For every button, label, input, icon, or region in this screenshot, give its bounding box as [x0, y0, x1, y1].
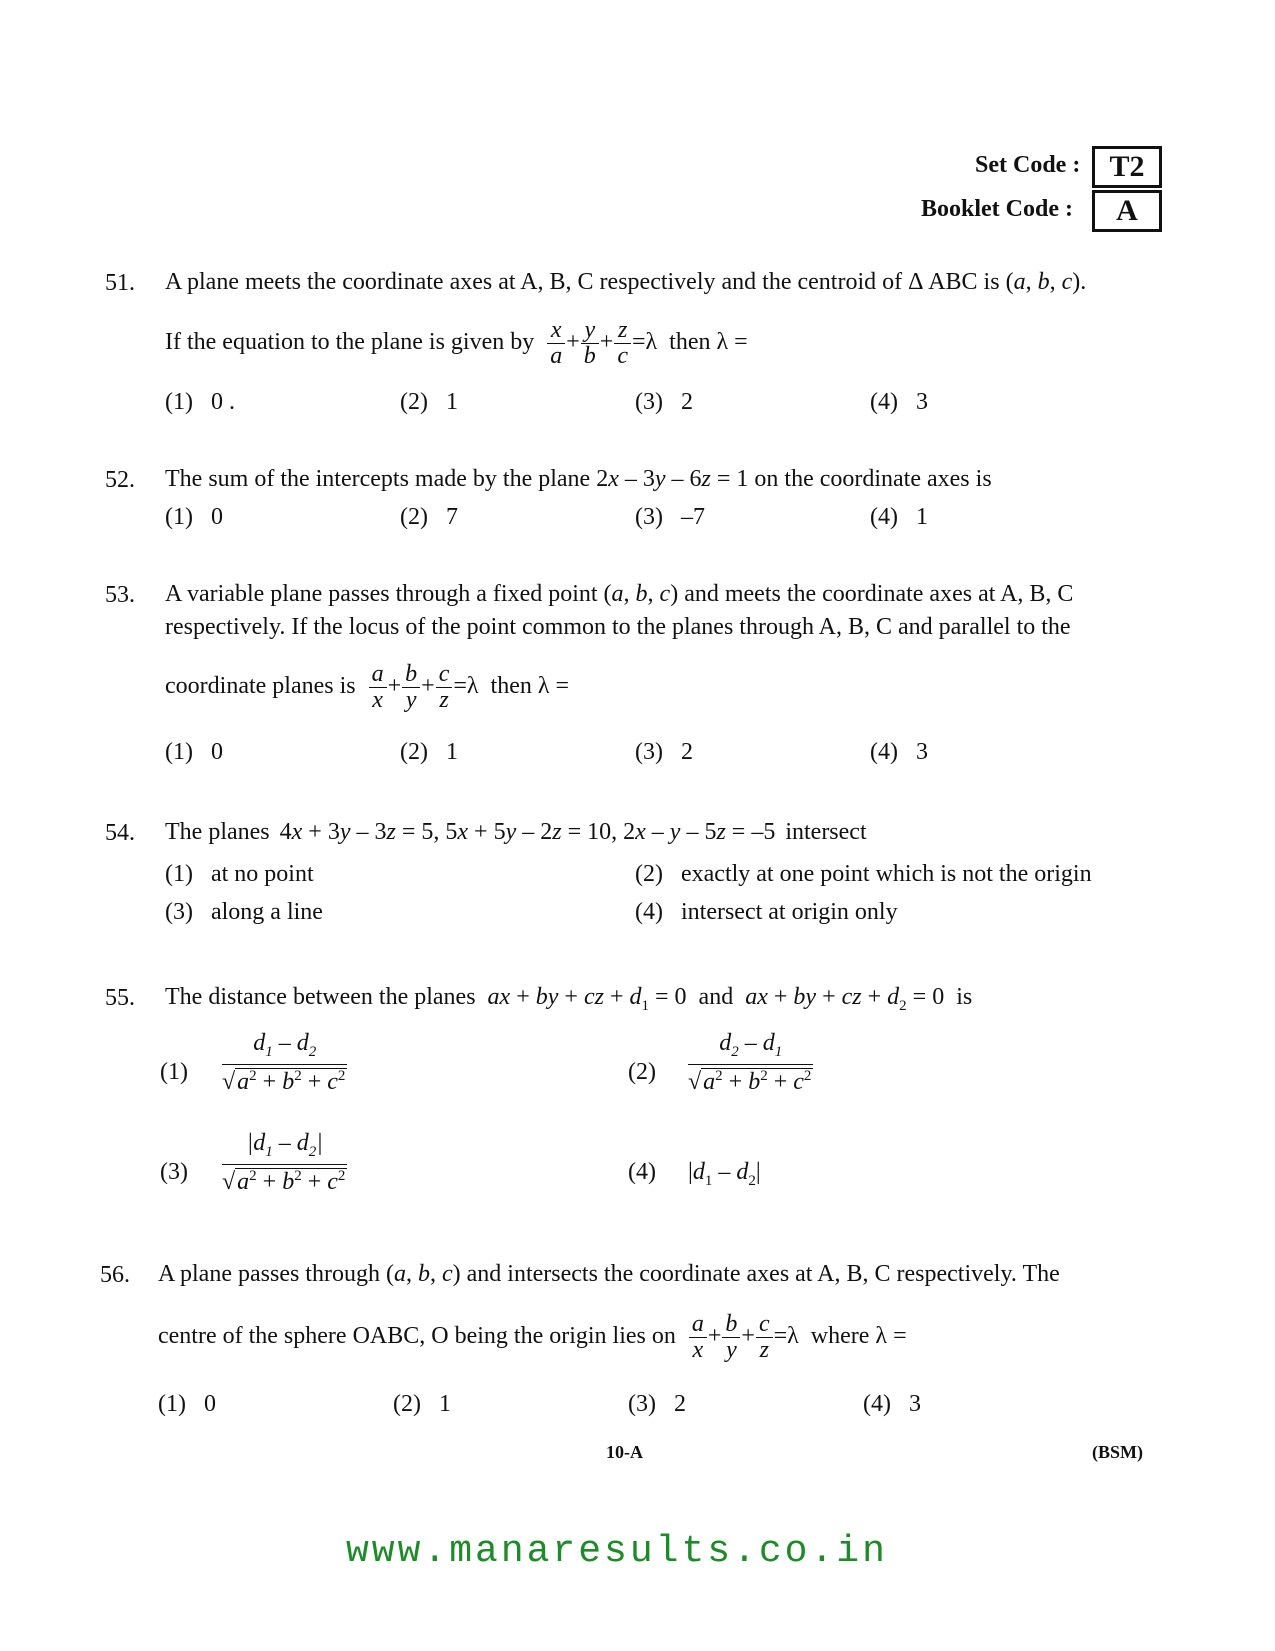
q56-option-1[interactable]: (1) 0: [158, 1391, 216, 1417]
q54-option-3[interactable]: (3) along a line: [165, 899, 323, 925]
q55-option-1-label[interactable]: (1): [160, 1059, 188, 1085]
q55-option-2-formula[interactable]: $\frac{d_2 - d_1}{√a^2 + b^2 + c^2}$: [688, 1030, 812, 1095]
q56-option-3[interactable]: (3) 2: [628, 1391, 686, 1417]
q52-option-2[interactable]: (2) 7: [400, 504, 458, 530]
question-56-line2-suffix: where λ =: [810, 1323, 907, 1350]
question-55-number: 55.: [105, 985, 135, 1011]
question-55-line1: The distance between the planes ax + by + cz + $d_1 = 0$ and ax + by + cz + $d_2 = 0$ is: [165, 984, 973, 1014]
booklet-code-box: A: [1092, 190, 1162, 232]
q55-option-4-formula[interactable]: $|d_1 - d_2|$: [688, 1159, 761, 1189]
q53-option-3[interactable]: (3) 2: [635, 739, 693, 765]
question-53-line3: [165, 662, 569, 713]
q56-option-2[interactable]: (2) 1: [393, 1391, 451, 1417]
q55-option-4-label[interactable]: (4): [628, 1159, 656, 1185]
question-51-line2-prefix: If the equation to the plane is given by: [165, 329, 535, 356]
q52-option-3[interactable]: (3) –7: [635, 504, 705, 530]
q52-option-1[interactable]: (1) 0: [165, 504, 223, 530]
question-51-line2-suffix: then λ =: [669, 329, 748, 356]
set-code-box: T2: [1092, 146, 1162, 188]
q52-option-4[interactable]: (4) 1: [870, 504, 928, 530]
q53-option-4[interactable]: (4) 3: [870, 739, 928, 765]
set-code-label: Set Code :: [975, 152, 1081, 178]
q55-option-3-label[interactable]: (3): [160, 1159, 188, 1185]
question-51-number: 51.: [105, 270, 135, 296]
question-51-line2: [165, 318, 748, 369]
q51-option-4[interactable]: (4) 3: [870, 389, 928, 415]
question-53-line1: A variable plane passes through a fixed point (a, b, c) and meets the coordinate axes at A, B, C: [165, 581, 1074, 607]
sphere-centre-formula: $\frac{a}{x}$ + $\frac{b}{y}$ + $\frac{c}{z}$ =λ: [688, 1323, 805, 1349]
question-54-line1: The planes 4x + 3y – 3z = 5, 5x + 5y – 2z = 10, 2x – y – 5z = –5 intersect: [165, 819, 867, 845]
question-52-number: 52.: [105, 467, 135, 493]
booklet-code-label: Booklet Code :: [921, 196, 1073, 222]
watermark-url[interactable]: www.manaresults.co.in: [346, 1530, 888, 1573]
question-54-number: 54.: [105, 820, 135, 846]
q51-option-1[interactable]: (1) 0 .: [165, 389, 235, 415]
question-56-line1: A plane passes through (a, b, c) and intersects the coordinate axes at A, B, C respectively. The: [158, 1261, 1060, 1287]
plane-equation-formula: $\frac{x}{a}$ + $\frac{y}{b}$ + $\frac{z}{c}$ =λ: [546, 329, 663, 355]
q56-option-4[interactable]: (4) 3: [863, 1391, 921, 1417]
page-number: 10-A: [606, 1442, 643, 1462]
q53-option-2[interactable]: (2) 1: [400, 739, 458, 765]
q55-option-1-formula[interactable]: $\frac{d_1 - d_2}{√a^2 + b^2 + c^2}$: [222, 1030, 346, 1095]
q53-option-1[interactable]: (1) 0: [165, 739, 223, 765]
question-51-line1: A plane meets the coordinate axes at A, B, C respectively and the centroid of Δ ABC is (a, b, c).: [165, 269, 1087, 295]
subject-code: (BSM): [1092, 1442, 1143, 1462]
q55-option-3-formula[interactable]: $\frac{|d_1 - d_2|}{√a^2 + b^2 + c^2}$: [222, 1130, 346, 1195]
question-53-line3-suffix: then λ =: [490, 673, 570, 700]
q54-option-2[interactable]: (2) exactly at one point which is not the origin: [635, 861, 1092, 887]
locus-formula: $\frac{a}{x}$ + $\frac{b}{y}$ + $\frac{c}{z}$ =λ: [368, 673, 485, 699]
question-53-line3-prefix: coordinate planes is: [165, 673, 356, 700]
q55-option-2-label[interactable]: (2): [628, 1059, 656, 1085]
q54-option-4[interactable]: (4) intersect at origin only: [635, 899, 898, 925]
question-53-line2: respectively. If the locus of the point common to the planes through A, B, C and parallel to the: [165, 614, 1071, 640]
q54-option-1[interactable]: (1) at no point: [165, 861, 314, 887]
question-53-number: 53.: [105, 582, 135, 608]
question-56-number: 56.: [100, 1262, 130, 1288]
question-52-line1: The sum of the intercepts made by the plane 2x – 3y – 6z = 1 on the coordinate axes is: [165, 466, 992, 492]
question-56-line2: [158, 1312, 907, 1363]
q51-option-2[interactable]: (2) 1: [400, 389, 458, 415]
question-56-line2-prefix: centre of the sphere OABC, O being the origin lies on: [158, 1323, 676, 1350]
q51-option-3[interactable]: (3) 2: [635, 389, 693, 415]
